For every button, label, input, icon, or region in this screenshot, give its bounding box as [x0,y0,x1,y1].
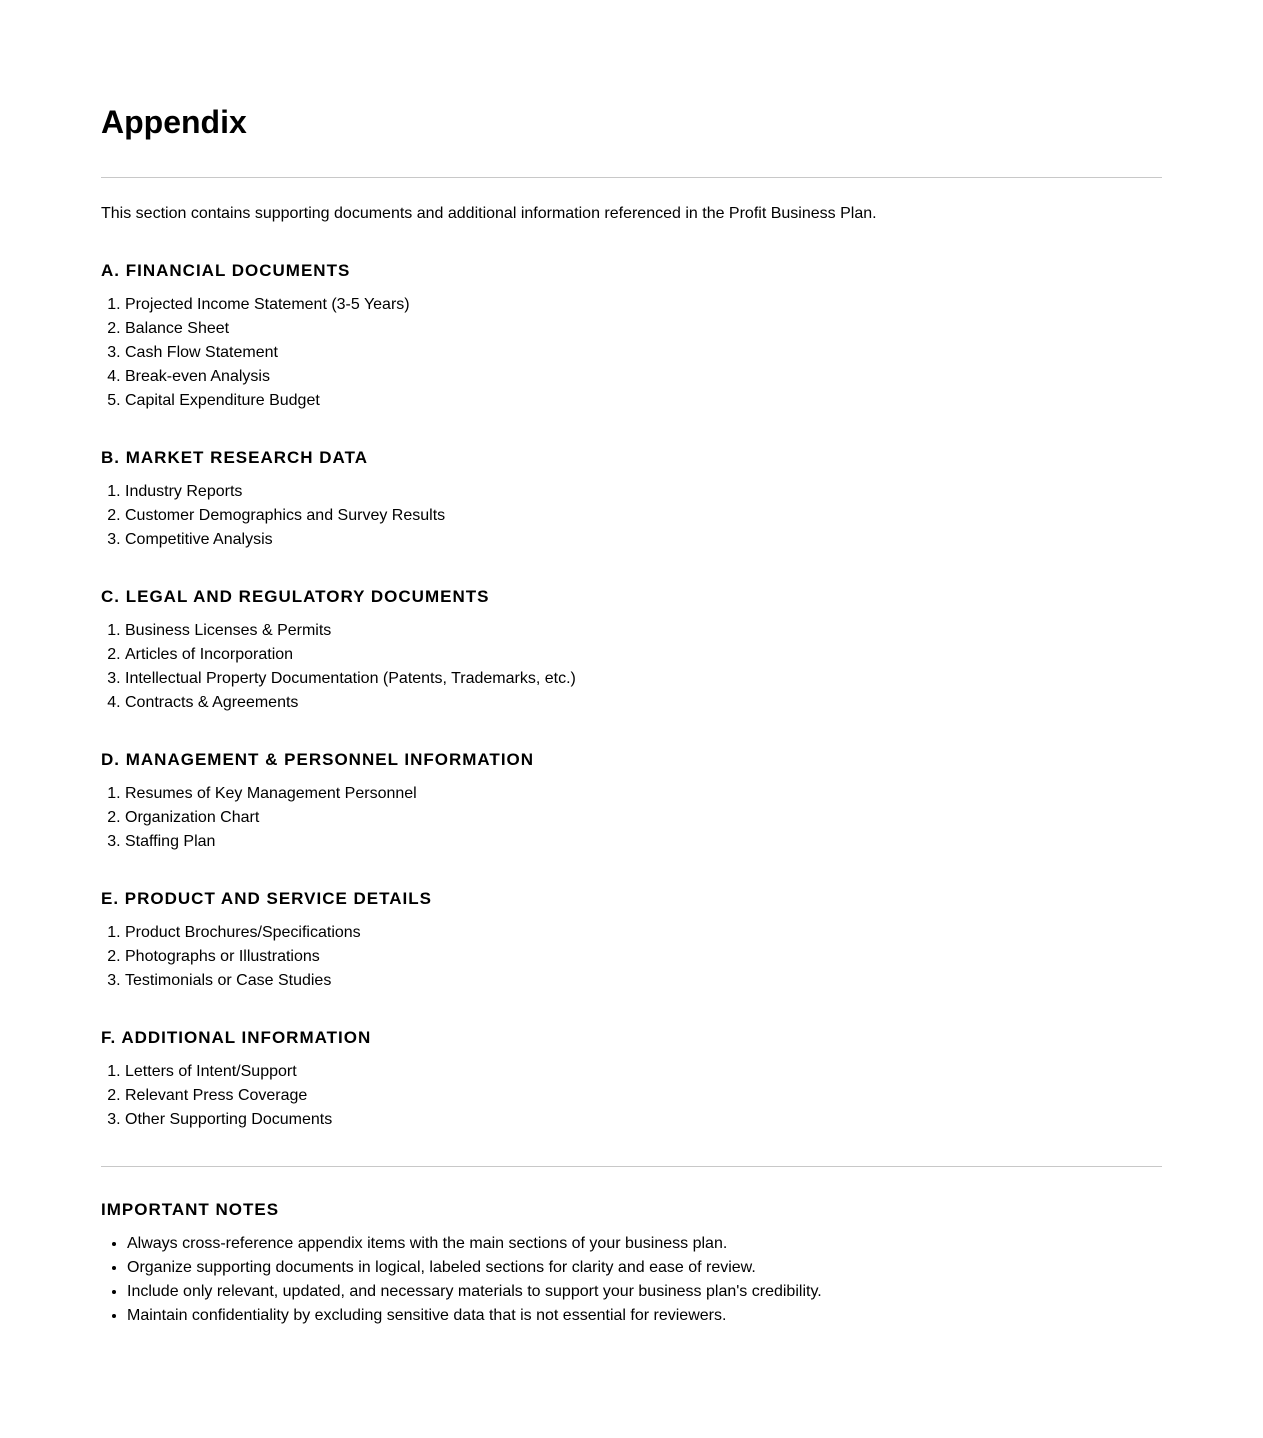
sections-container [101,261,1162,1132]
section-product-service-details [101,889,1162,993]
title-divider [101,177,1162,178]
list-item: 1. Resumes of Key Management Personnel [125,782,1162,806]
section-list [101,619,1162,715]
notes-list [101,1232,1162,1328]
section-legal-regulatory-documents [101,587,1162,715]
note-item: • Organize supporting documents in logical, labeled sections for clarity and ease of review. [127,1256,1162,1280]
list-item: 2. Photographs or Illustrations [125,945,1162,969]
section-list [101,1060,1162,1132]
section-list [101,293,1162,413]
list-item: 3. Staffing Plan [125,830,1162,854]
list-item: 1. Industry Reports [125,480,1162,504]
important-notes [101,1200,1162,1328]
list-item: 1. Projected Income Statement (3-5 Years) [125,293,1162,317]
section-heading: B. MARKET RESEARCH DATA [101,448,368,467]
list-item: 3. Testimonials or Case Studies [125,969,1162,993]
list-item: 4. Contracts & Agreements [125,691,1162,715]
section-heading: F. ADDITIONAL INFORMATION [101,1028,372,1047]
section-heading: A. FINANCIAL DOCUMENTS [101,261,351,280]
notes-heading: IMPORTANT NOTES [101,1200,280,1219]
section-heading: D. MANAGEMENT & PERSONNEL INFORMATION [101,750,535,769]
note-item: • Always cross-reference appendix items with the main sections of your business plan. [127,1232,1162,1256]
list-item: 2. Relevant Press Coverage [125,1084,1162,1108]
list-item: 3. Competitive Analysis [125,528,1162,552]
list-item: 1. Product Brochures/Specifications [125,921,1162,945]
notes-divider [101,1166,1162,1167]
list-item: 2. Customer Demographics and Survey Results [125,504,1162,528]
list-item: 1. Business Licenses & Permits [125,619,1162,643]
list-item: 5. Capital Expenditure Budget [125,389,1162,413]
list-item: 2. Organization Chart [125,806,1162,830]
note-item: • Include only relevant, updated, and necessary materials to support your business plan's credibility. [127,1280,1162,1304]
section-additional-information [101,1028,1162,1132]
intro-paragraph: This section contains supporting documents and additional information referenced in the Profit Business Plan. [101,205,877,222]
section-list [101,782,1162,854]
list-item: 2. Articles of Incorporation [125,643,1162,667]
list-item: 2. Balance Sheet [125,317,1162,341]
list-item: 4. Break-even Analysis [125,365,1162,389]
list-item: 1. Letters of Intent/Support [125,1060,1162,1084]
section-management-personnel [101,750,1162,854]
list-item: 3. Other Supporting Documents [125,1108,1162,1132]
page-title: Appendix [101,104,247,140]
section-financial-documents [101,261,1162,413]
list-item: 3. Cash Flow Statement [125,341,1162,365]
section-heading: C. LEGAL AND REGULATORY DOCUMENTS [101,587,490,606]
section-market-research-data [101,448,1162,552]
note-item: • Maintain confidentiality by excluding sensitive data that is not essential for reviewers. [127,1304,1162,1328]
section-list [101,480,1162,552]
list-item: 3. Intellectual Property Documentation (Patents, Trademarks, etc.) [125,667,1162,691]
section-heading: E. PRODUCT AND SERVICE DETAILS [101,889,432,908]
section-list [101,921,1162,993]
